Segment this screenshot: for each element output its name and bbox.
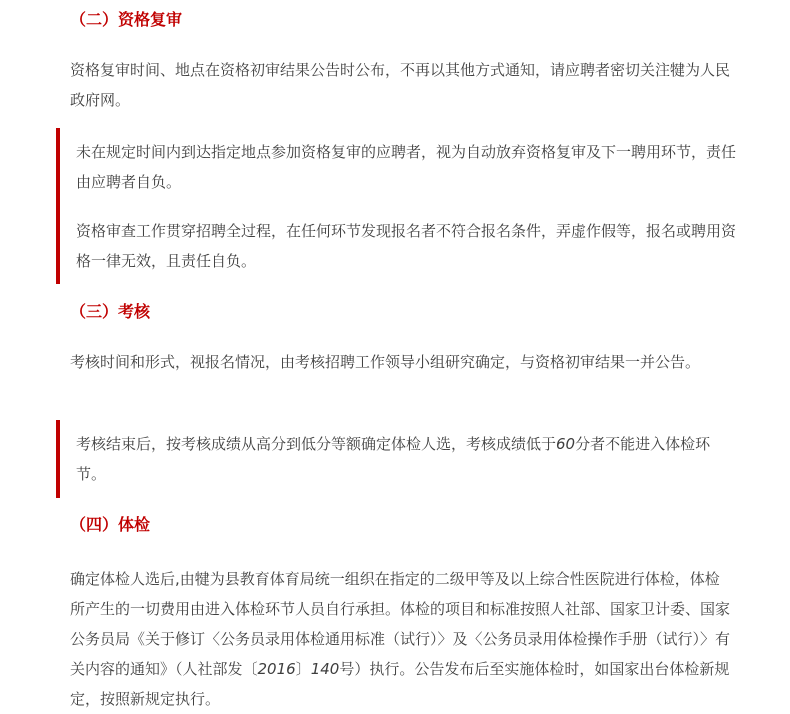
- paragraph-review-time: 资格复审时间、地点在资格初审结果公告时公布，不再以其他方式通知，请应聘者密切关注犍为人民政府网。: [70, 61, 731, 109]
- medical-exam-doc-number: 140: [310, 660, 340, 678]
- section-heading-assessment: （三）考核: [70, 302, 151, 321]
- medical-exam-text-a: 确定体检人选后,由犍为县教育体育局统一组织在指定的二级甲等及以上综合性医院进行体检，体检所产生的一切费用由进入体检环节人员自行承担。体检的项目和标准按照人社部、国家卫计委、国家公务员局《关于修订〈公务员录用体检通用标准（试行）〉及〈公务员录用体检操作手册（试行）〉有关内容的通知》（人社部发〔: [70, 570, 731, 678]
- medical-exam-text-b: 号）执行。公告发布后至实施体检时，如国家出台体检新规定，按照新规定执行。: [70, 660, 730, 708]
- medical-exam-text-mid: 〕: [295, 660, 311, 678]
- medical-exam-year: 2016: [257, 660, 296, 678]
- paragraph-medical-exam: [70, 564, 730, 714]
- paragraph-assessment-score: [76, 429, 736, 489]
- paragraph-review-fraud: 资格审查工作贯穿招聘全过程，在任何环节发现报名者不符合报名条件，弄虚作假等，报名或聘用资格一律无效，且责任自负。: [76, 222, 737, 270]
- assessment-threshold-number: 60: [556, 435, 576, 453]
- assessment-score-text-a: 考核结束后，按考核成绩从高分到低分等额确定体检人选，考核成绩低于: [76, 435, 557, 453]
- section-heading-medical-exam: （四）体检: [70, 515, 151, 534]
- section-heading-qualification-review: （二）资格复审: [70, 10, 183, 29]
- paragraph-assessment-time: 考核时间和形式，视报名情况，由考核招聘工作领导小组研究确定，与资格初审结果一并公告。: [70, 353, 701, 371]
- assessment-score-text-b: 分者不能进入体检环节。: [76, 435, 711, 483]
- paragraph-review-absence: 未在规定时间内到达指定地点参加资格复审的应聘者，视为自动放弃资格复审及下一聘用环节，责任由应聘者自负。: [76, 143, 737, 191]
- blockquote-assessment-rules: [56, 420, 746, 498]
- blockquote-review-rules: [56, 128, 746, 284]
